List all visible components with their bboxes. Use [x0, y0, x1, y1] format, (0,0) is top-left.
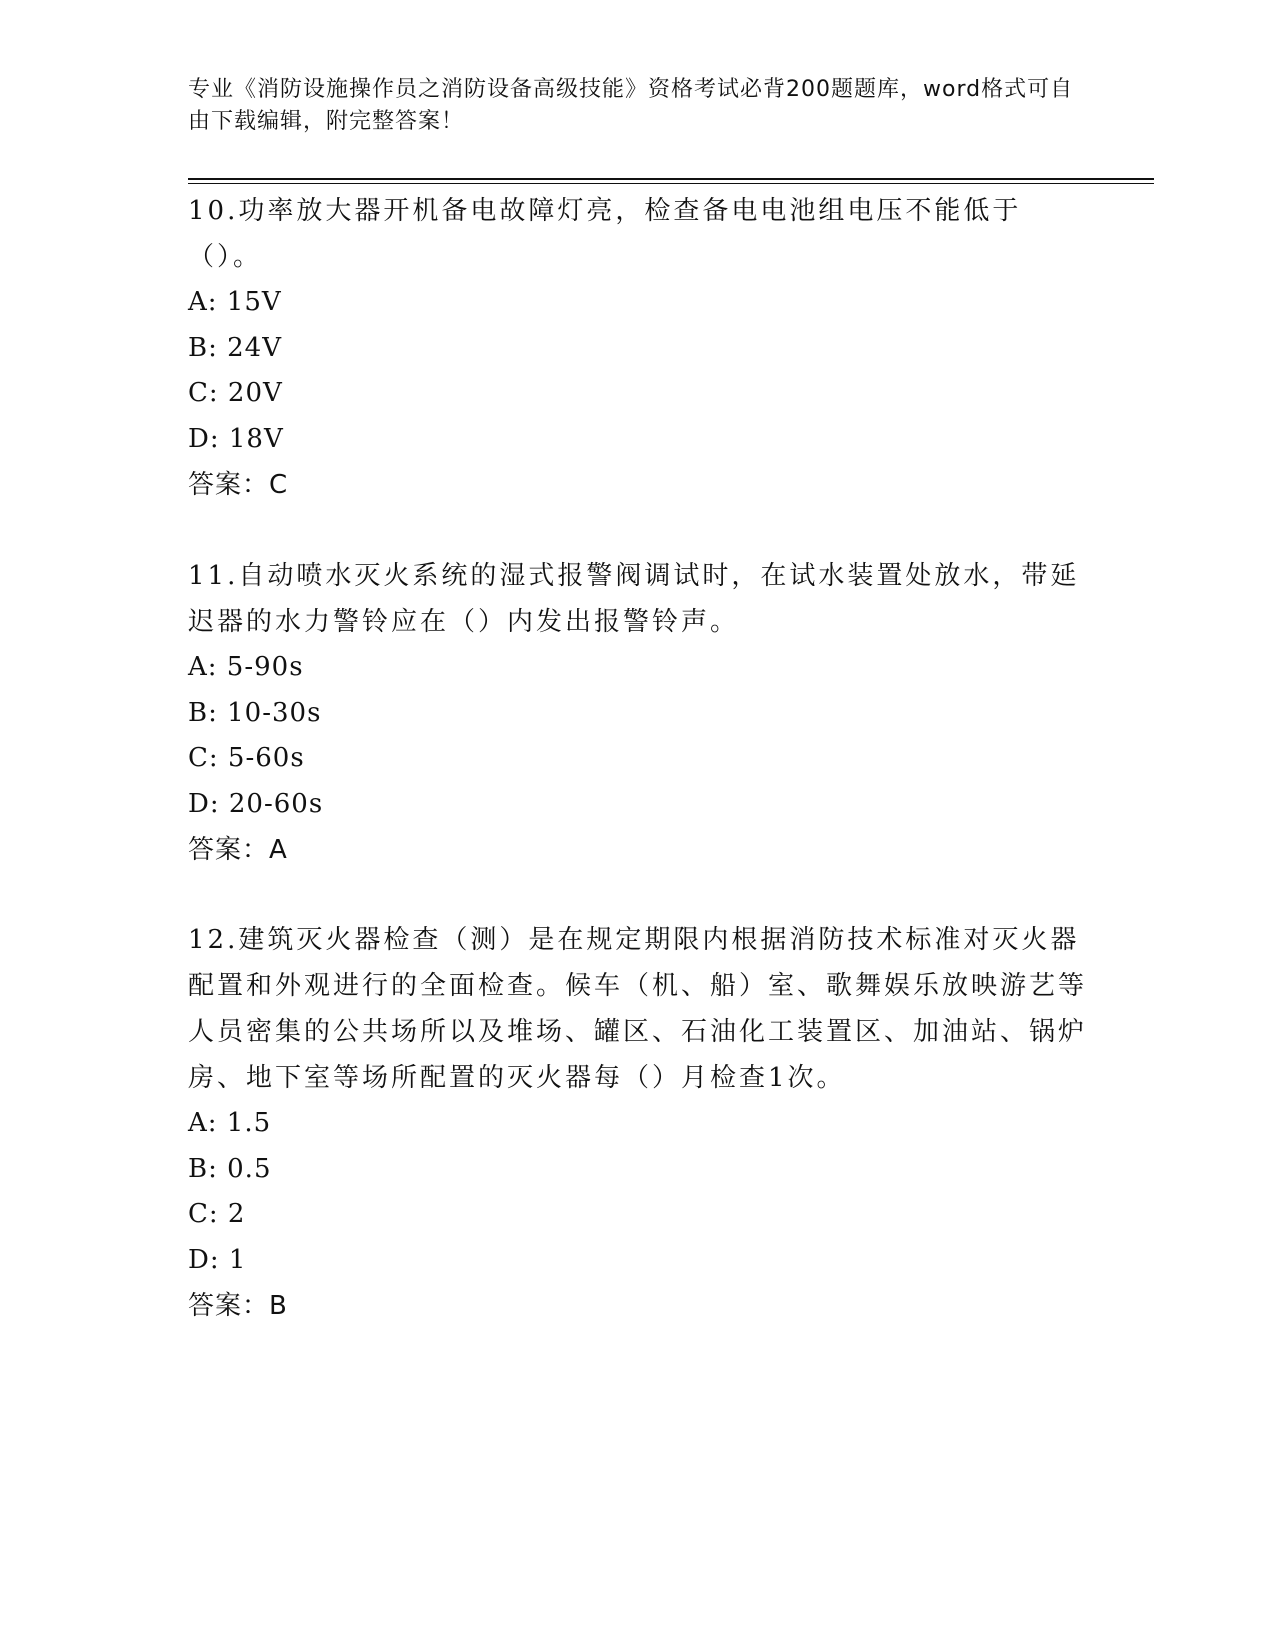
answer: 答案：B — [188, 1291, 288, 1321]
option-d: D: 1 — [188, 1244, 247, 1275]
option-c: C: 5-60s — [188, 743, 305, 773]
question-11 — [188, 553, 1088, 873]
option-c: C: 20V — [188, 378, 283, 408]
question-text: 10.功率放大器开机备电故障灯亮，检查备电电池组电压不能低于（）。 — [188, 196, 1022, 272]
question-10 — [188, 188, 1088, 508]
option-b: B: 10-30s — [188, 697, 322, 728]
question-text: 12.建筑灭火器检查（测）是在规定期限内根据消防技术标准对灭火器配置和外观进行的全面检查。候车（机、船）室、歌舞娱乐放映游艺等人员密集的公共场所以及堆场、罐区、石油化工装置区、加油站、锅炉房、地下室等场所配置的灭火器每（）月检查1次。 — [188, 925, 1088, 1093]
header-divider-thick — [188, 178, 1154, 180]
option-b: B: 24V — [188, 332, 282, 363]
answer: 答案：C — [188, 470, 289, 500]
option-d: D: 20-60s — [188, 788, 324, 819]
option-b: B: 0.5 — [188, 1153, 272, 1184]
option-d: D: 18V — [188, 423, 284, 454]
question-12 — [188, 917, 1088, 1329]
header-divider-thin — [188, 183, 1154, 184]
option-c: C: 2 — [188, 1199, 246, 1229]
question-text: 11.自动喷水灭火系统的湿式报警阀调试时，在试水装置处放水，带延迟器的水力警铃应在（）内发出报警铃声。 — [188, 561, 1080, 637]
option-a: A: 5-90s — [188, 652, 304, 682]
answer: 答案：A — [188, 835, 288, 865]
option-a: A: 1.5 — [188, 1108, 272, 1138]
option-a: A: 15V — [188, 287, 282, 317]
document-header: 专业《消防设施操作员之消防设备高级技能》资格考试必背200题题库，word格式可自由下载编辑，附完整答案！ — [188, 77, 1074, 134]
